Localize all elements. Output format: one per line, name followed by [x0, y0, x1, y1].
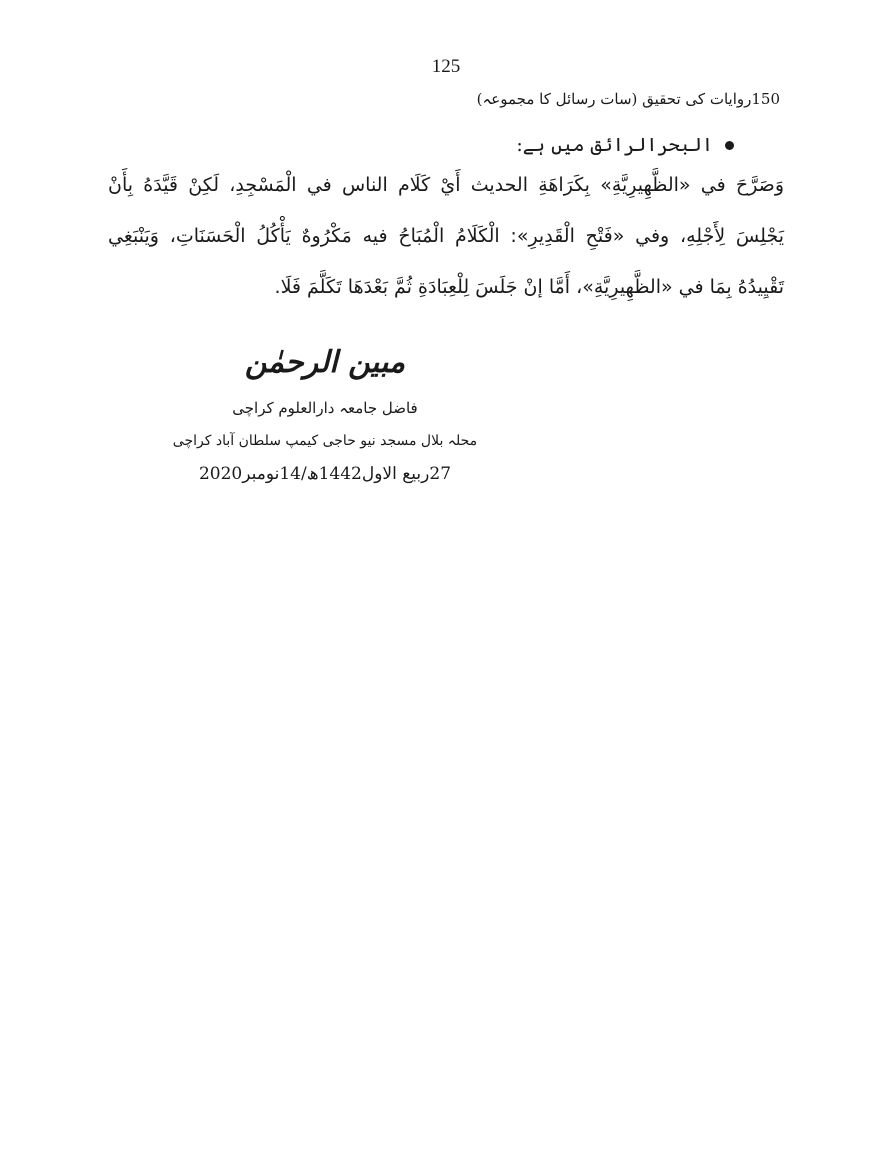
signature-date: 27ربیع الاول1442ھ/14نومبر2020 [198, 464, 452, 484]
page-number: 125 [431, 56, 461, 77]
section-heading [516, 134, 734, 156]
arabic-passage: وَصَرَّحَ في «الظَّهِيرِيَّةِ» بِكَرَاهَةِ الحديث أَيْ كَلَام الناس في الْمَسْجِدِ، لَكِنْ قَيَّدَهُ بِأَنْ يَجْلِسَ لِأَجْلِهِ، وفي «فَتْحِ الْقَدِيرِ»: الْكَلَامُ الْمُبَاحُ فيه مَكْرُوهٌ يَأْكُلُ الْحَسَنَاتِ، وَيَنْبَغِي تَقْيِيدُهُ بِمَا في «الظَّهِيرِيَّةِ»، أَمَّا إنْ جَلَسَ لِلْعِبَادَةِ ثُمَّ بَعْدَهَا تَكَلَّمَ فَلَا. [108, 174, 784, 298]
author-address: محلہ بلال مسجد نیو حاجی کیمپ سلطان آباد کراچی [172, 433, 478, 449]
signature-block [160, 335, 490, 491]
author-affiliation: فاضل جامعہ دارالعلوم کراچی [232, 399, 418, 417]
section-heading-text: البحرالرائق میں ہے: [516, 134, 713, 156]
running-header: 150روایات کی تحقیق (سات رسائل کا مجموعہ) [476, 90, 780, 108]
bullet-icon [725, 141, 734, 150]
author-name: مبین الرحمٰن [244, 345, 406, 380]
